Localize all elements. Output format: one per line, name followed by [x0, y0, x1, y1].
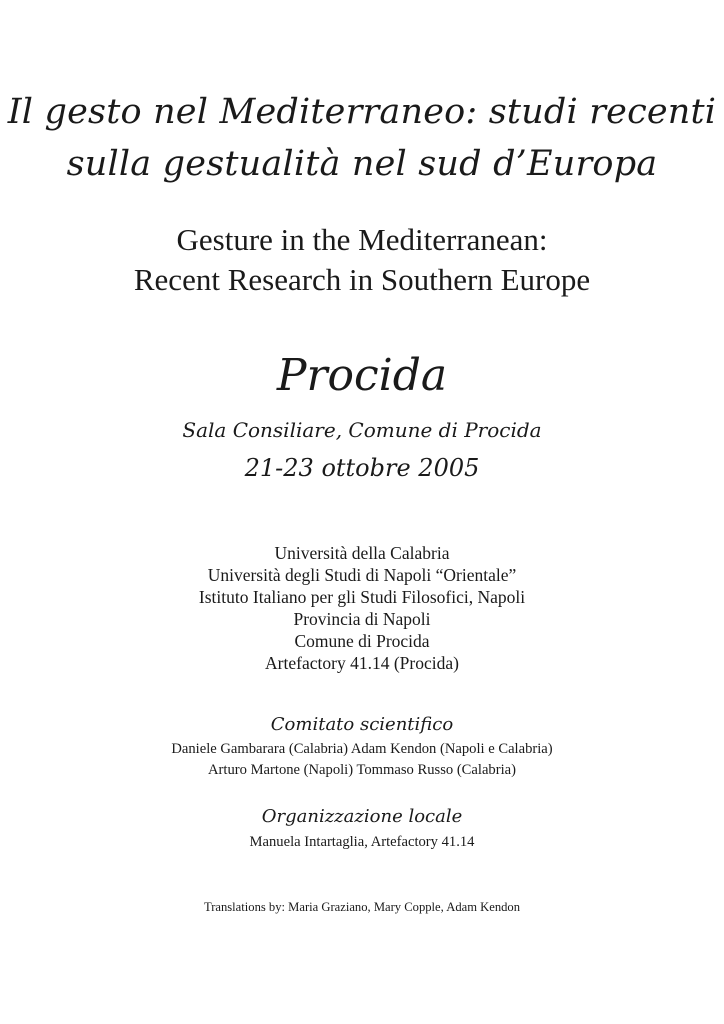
venue-hall: Sala Consiliare, Comune di Procida: [182, 418, 542, 442]
organizer-item: Istituto Italiano per gli Studi Filosofici, Napoli: [198, 587, 526, 607]
english-title-line-1: Gesture in the Mediterranean:: [176, 222, 548, 257]
local-organization-line-1: Manuela Intartaglia, Artefactory 41.14: [249, 834, 475, 850]
organizer-item: Comune di Procida: [294, 631, 430, 651]
organizer-item: Università della Calabria: [274, 543, 450, 563]
local-organization-heading: Organizzazione locale: [261, 806, 463, 827]
translation-credits: Translations by: Maria Graziano, Mary Copple, Adam Kendon: [203, 900, 521, 914]
organizer-item: Provincia di Napoli: [293, 609, 431, 629]
venue-place: Procida: [276, 350, 448, 401]
english-title-line-2: Recent Research in Southern Europe: [133, 262, 591, 297]
event-dates: 21-23 ottobre 2005: [244, 454, 480, 482]
italian-title-line-2: sulla gestualità nel sud d’Europa: [66, 144, 658, 184]
organizer-item: Artefactory 41.14 (Procida): [265, 653, 459, 673]
scientific-committee-line-2: Arturo Martone (Napoli) Tommaso Russo (Calabria): [208, 762, 516, 778]
scientific-committee-heading: Comitato scientifico: [270, 714, 454, 735]
italian-title-line-1: Il gesto nel Mediterraneo: studi recenti: [7, 92, 717, 132]
scientific-committee-line-1: Daniele Gambarara (Calabria) Adam Kendon (Napoli e Calabria): [171, 741, 553, 757]
organizer-item: Università degli Studi di Napoli “Orientale”: [207, 565, 517, 585]
